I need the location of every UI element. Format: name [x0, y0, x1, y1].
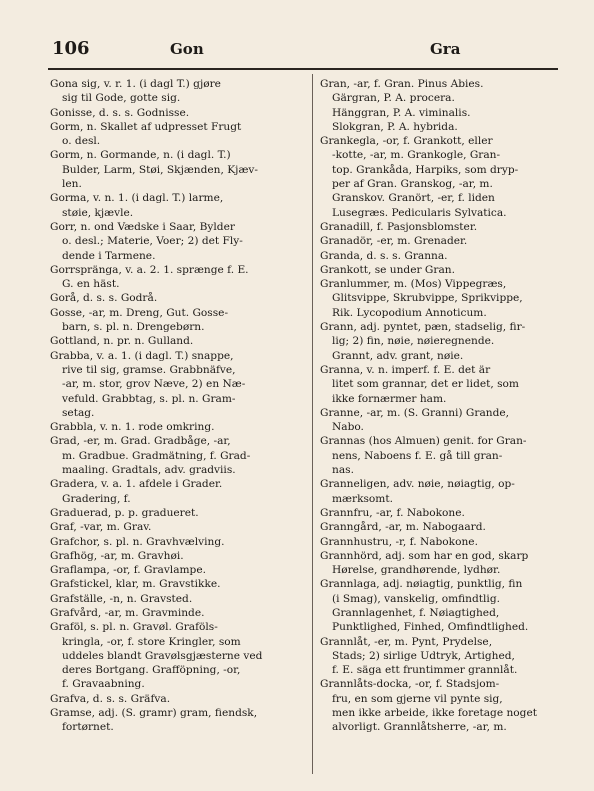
- dictionary-line: uddeles blandt Gravølsgjæsterne ved: [62, 649, 263, 662]
- dictionary-line: mærksomt.: [332, 492, 393, 505]
- dictionary-line: Granadill, f. Pasjonsblomster.: [320, 220, 478, 233]
- page-number: 106: [52, 38, 90, 59]
- dictionary-line: fortørnet.: [62, 721, 114, 734]
- right-column: [320, 77, 564, 735]
- dictionary-line: Stads; 2) sirlige Udtryk, Artighed,: [332, 649, 515, 662]
- dictionary-line: Lusegræs. Pedicularis Sylvatica.: [332, 206, 507, 219]
- dictionary-line: Granlummer, m. (Mos) Vippegræs,: [320, 278, 507, 291]
- dictionary-line: Granna, v. n. imperf. f. E. det är: [320, 363, 491, 376]
- dictionary-line: -ar, m. stor, grov Næve, 2) en Næ-: [62, 378, 246, 391]
- dictionary-line: Grannt, adv. grant, nøie.: [332, 349, 464, 362]
- dictionary-line: Gona sig, v. r. 1. (i dagl T.) gjøre: [50, 78, 221, 90]
- dictionary-line: Grad, -er, m. Grad. Gradbåge, -ar,: [50, 435, 231, 448]
- dictionary-line: -kotte, -ar, m. Grankogle, Gran-: [332, 149, 501, 162]
- dictionary-line: Granneligen, adv. nøie, nøiagtig, op-: [320, 478, 515, 491]
- dictionary-line: vefuld. Grabbtag, s. pl. n. Gram-: [62, 392, 236, 405]
- left-column: [50, 77, 308, 735]
- dictionary-line: Gradera, v. a. 1. afdele i Grader.: [50, 478, 223, 491]
- column-divider: [312, 74, 313, 774]
- dictionary-line: Grafva, d. s. s. Gräfva.: [50, 692, 171, 705]
- dictionary-line: Graflampa, -or, f. Gravlampe.: [50, 564, 206, 577]
- dictionary-line: Hørelse, grandhørende, lydhør.: [332, 564, 501, 577]
- dictionary-line: men ikke arbeide, ikke foretage noget: [332, 707, 537, 720]
- dictionary-line: Grafstickel, klar, m. Gravstikke.: [50, 578, 221, 591]
- dictionary-line: Grannlåts-docka, -or, f. Stadsjom-: [320, 678, 500, 691]
- dictionary-line: rive til sig, gramse. Grabbnäfve,: [62, 363, 236, 376]
- left-running-head: Gon: [170, 40, 204, 58]
- dictionary-line: Gonisse, d. s. s. Godnisse.: [50, 106, 190, 119]
- dictionary-line: Graduerad, p. p. gradueret.: [50, 506, 199, 519]
- dictionary-line: ikke fornærmer ham.: [332, 392, 447, 405]
- dictionary-line: nens, Naboens f. E. gå till gran-: [332, 449, 503, 462]
- dictionary-line: Gottland, n. pr. n. Gulland.: [50, 335, 194, 348]
- dictionary-line: sig til Gode, gotte sig.: [62, 92, 181, 105]
- dictionary-line: Bulder, Larm, Støi, Skjænden, Kjæv-: [62, 163, 258, 176]
- dictionary-line: setag.: [62, 406, 95, 419]
- dictionary-line: Grannfru, -ar, f. Nabokone.: [320, 506, 465, 519]
- dictionary-line: alvorligt. Grannlåtsherre, -ar, m.: [332, 721, 507, 734]
- dictionary-line: Slokgran, P. A. hybrida.: [332, 120, 458, 133]
- dictionary-line: Gradering, f.: [62, 492, 131, 505]
- dictionary-line: Grannhörd, adj. som har en god, skarp: [320, 549, 529, 562]
- dictionary-line: Graf, -var, m. Grav.: [50, 521, 152, 534]
- dictionary-line: Gosse, -ar, m. Dreng, Gut. Gosse-: [50, 306, 229, 319]
- dictionary-line: Granngård, -ar, m. Nabogaard.: [320, 521, 486, 534]
- dictionary-line: Glitsvippe, Skrubvippe, Sprikvippe,: [332, 292, 523, 305]
- dictionary-line: f. Gravaabning.: [62, 678, 145, 691]
- dictionary-line: Granskov. Granört, -er, f. liden: [332, 192, 495, 205]
- dictionary-line: Grannhustru, -r, f. Nabokone.: [320, 535, 478, 548]
- dictionary-line: Nabo.: [332, 421, 364, 434]
- dictionary-line: Punktlighed, Finhed, Omfindtlighed.: [332, 621, 529, 634]
- dictionary-line: lig; 2) fin, nøie, nøieregnende.: [332, 335, 495, 348]
- dictionary-line: maaling. Gradtals, adv. gradviis.: [62, 464, 236, 477]
- dictionary-line: Gorm, n. Gormande, n. (i dagl. T.): [50, 149, 231, 162]
- dictionary-line: dende i Tarmene.: [62, 249, 156, 262]
- right-running-head: Gra: [430, 40, 461, 58]
- dictionary-line: (i Smag), vanskelig, omfindtlig.: [332, 592, 500, 605]
- dictionary-line: fru, en som gjerne vil pynte sig,: [332, 692, 503, 705]
- dictionary-line: Gorm, n. Skallet af udpresset Frugt: [50, 120, 242, 133]
- dictionary-line: m. Gradbue. Gradmätning, f. Grad-: [62, 449, 251, 462]
- dictionary-line: Grannlåt, -er, m. Pynt, Prydelse,: [320, 635, 493, 648]
- dictionary-line: Hänggran, P. A. viminalis.: [332, 106, 471, 119]
- dictionary-line: litet som grannar, det er lidet, som: [332, 378, 519, 391]
- dictionary-line: Gorma, v. n. 1. (i dagl. T.) larme,: [50, 192, 224, 205]
- dictionary-line: Grafvård, -ar, m. Gravminde.: [50, 606, 205, 619]
- dictionary-line: Granadör, -er, m. Grenader.: [320, 235, 468, 248]
- dictionary-line: Granda, d. s. s. Granna.: [320, 249, 448, 262]
- dictionary-line: Gorå, d. s. s. Godrå.: [50, 292, 158, 305]
- dictionary-line: kringla, -or, f. store Kringler, som: [62, 635, 241, 648]
- dictionary-line: nas.: [332, 464, 354, 477]
- dictionary-line: Grann, adj. pyntet, pæn, stadselig, fir-: [320, 321, 526, 334]
- dictionary-line: Grabbla, v. n. 1. rode omkring.: [50, 421, 215, 434]
- dictionary-line: Gorr, n. ond Vædske i Saar, Bylder: [50, 220, 235, 233]
- dictionary-line: Gärgran, P. A. procera.: [332, 92, 455, 105]
- dictionary-line: Grafchor, s. pl. n. Gravhvælving.: [50, 535, 225, 548]
- dictionary-line: støie, kjævle.: [62, 206, 134, 219]
- page-header: [0, 38, 594, 68]
- dictionary-line: top. Grankåda, Harpiks, som dryp-: [332, 163, 519, 176]
- dictionary-line: Rik. Lycopodium Annoticum.: [332, 306, 487, 319]
- dictionary-line: f. E. säga ett fruntimmer grannlåt.: [332, 664, 518, 677]
- dictionary-line: per af Gran. Granskog, -ar, m.: [332, 178, 493, 191]
- dictionary-line: deres Bortgang. Grafföpning, -or,: [62, 664, 241, 677]
- dictionary-line: Granne, -ar, m. (S. Granni) Grande,: [320, 406, 510, 419]
- dictionary-line: Grankegla, -or, f. Grankott, eller: [320, 135, 493, 148]
- dictionary-line: G. en häst.: [62, 278, 120, 291]
- dictionary-line: o. desl.: [62, 135, 101, 148]
- dictionary-line: Grannas (hos Almuen) genit. for Gran-: [320, 435, 527, 448]
- dictionary-line: o. desl.; Materie, Voer; 2) det Fly-: [62, 235, 243, 248]
- dictionary-line: len.: [62, 178, 82, 191]
- dictionary-line: barn, s. pl. n. Drengebørn.: [62, 321, 205, 334]
- dictionary-line: Gran, -ar, f. Gran. Pinus Abies.: [320, 78, 484, 90]
- dictionary-line: Grafhög, -ar, m. Gravhøi.: [50, 549, 184, 562]
- dictionary-line: Grannlagenhet, f. Nøiagtighed,: [332, 606, 500, 619]
- dictionary-line: Grabba, v. a. 1. (i dagl. T.) snappe,: [50, 349, 234, 362]
- dictionary-line: Grannlaga, adj. nøiagtig, punktlig, fin: [320, 578, 523, 591]
- header-rule: [48, 68, 558, 70]
- dictionary-line: Gorrspränga, v. a. 2. 1. sprænge f. E.: [50, 263, 249, 276]
- dictionary-line: Graföl, s. pl. n. Gravøl. Graföls-: [50, 621, 218, 634]
- dictionary-line: Grafställe, -n, n. Gravsted.: [50, 592, 193, 605]
- dictionary-line: Gramse, adj. (S. gramr) gram, fiendsk,: [50, 707, 258, 720]
- dictionary-line: Grankott, se under Gran.: [320, 263, 455, 276]
